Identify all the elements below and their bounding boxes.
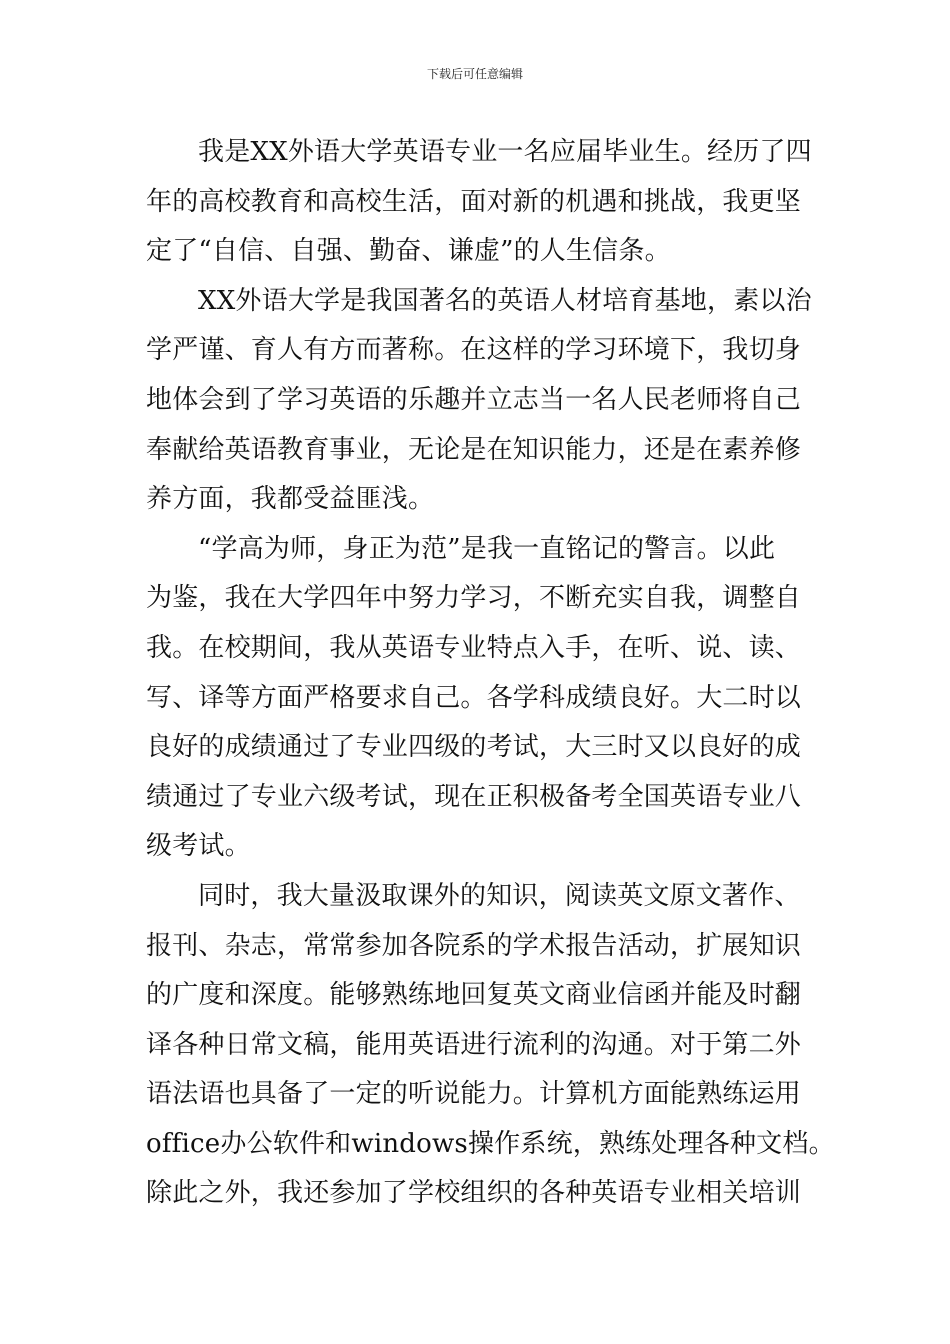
text-line-paragraph-2-start: XX外语大学是我国著名的英语人材培育基地，素以治 bbox=[198, 285, 812, 316]
text-line-paragraph-4-start: 同时，我大量汲取课外的知识，阅读英文原文著作、 bbox=[198, 880, 801, 911]
page-header: 下载后可任意编辑 bbox=[426, 67, 523, 81]
text-line: 养方面，我都受益匪浅。 bbox=[146, 484, 435, 515]
text-line: 的广度和深度。能够熟练地回复英文商业信函并能及时翻 bbox=[146, 980, 802, 1011]
text-line: 绩通过了专业六级考试，现在正积极备考全国英语专业八 bbox=[146, 781, 802, 812]
text-line: 学严谨、育人有方而著称。在这样的学习环境下，我切身 bbox=[146, 335, 802, 366]
text-line: 为鉴，我在大学四年中努力学习，不断充实自我，调整自 bbox=[146, 583, 802, 614]
text-line: 译各种日常文稿，能用英语进行流利的沟通。对于第二外 bbox=[146, 1029, 802, 1060]
text-line: 奉献给英语教育事业，无论是在知识能力，还是在素养修 bbox=[146, 434, 802, 465]
text-line: 地体会到了学习英语的乐趣并立志当一名人民老师将自己 bbox=[146, 384, 802, 415]
text-line: 级考试。 bbox=[146, 831, 251, 862]
text-line: 定了“自信、自强、勤奋、谦虚”的人生信条。 bbox=[146, 236, 671, 267]
document-body bbox=[146, 128, 835, 1219]
text-line: 我。在校期间，我从英语专业特点入手，在听、说、读、 bbox=[146, 632, 802, 663]
text-line: 良好的成绩通过了专业四级的考试，大三时又以良好的成 bbox=[146, 732, 802, 763]
text-line: 报刊、杂志，常常参加各院系的学术报告活动，扩展知识 bbox=[146, 930, 802, 961]
text-line-paragraph-3-start: “学高为师，身正为范”是我一直铭记的警言。以此 bbox=[198, 533, 776, 564]
text-line: 除此之外，我还参加了学校组织的各种英语专业相关培训 bbox=[146, 1178, 802, 1209]
text-line: 年的高校教育和高校生活，面对新的机遇和挑战，我更坚 bbox=[146, 186, 802, 217]
text-line: office办公软件和windows操作系统，熟练处理各种文档。 bbox=[146, 1128, 835, 1159]
text-line-paragraph-1-start: 我是XX外语大学英语专业一名应届毕业生。经历了四 bbox=[198, 137, 812, 167]
text-line: 语法语也具备了一定的听说能力。计算机方面能熟练运用 bbox=[146, 1079, 802, 1110]
text-line: 写、译等方面严格要求自己。各学科成绩良好。大二时以 bbox=[146, 682, 802, 713]
